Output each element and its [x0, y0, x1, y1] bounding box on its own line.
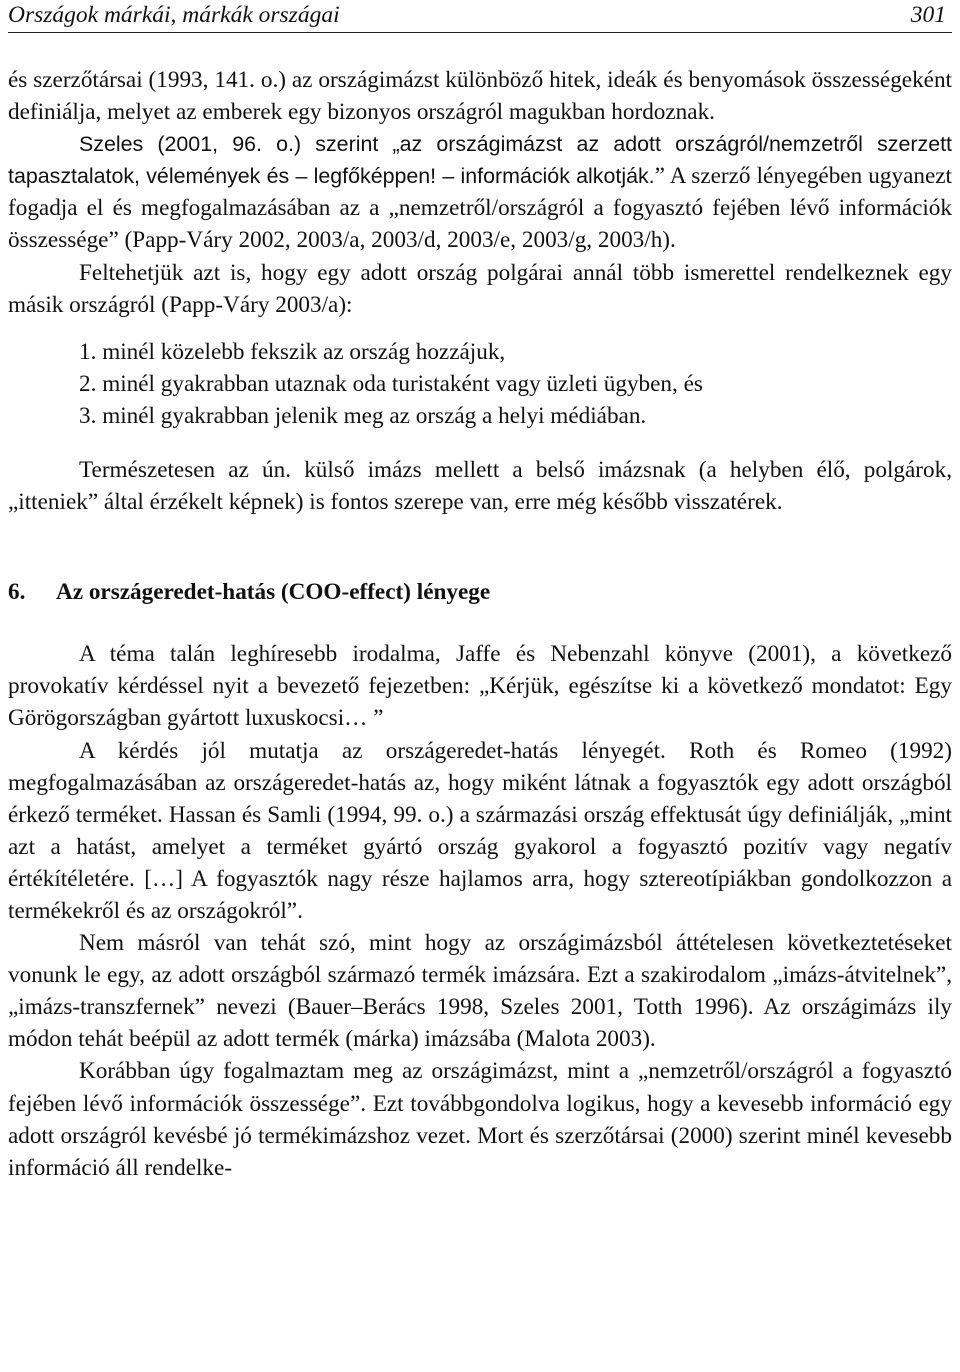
- paragraph-szeles: [8, 128, 952, 256]
- paragraph-jaffe: A téma talán leghíresebb irodalma, Jaffe és Nebenzahl könyve (2001), a következő provokatív kérdéssel nyit a bevezető fejezetben: „Kérjük, egészítse ki a következő mondatot: Egy Görögországban gyártott luxuskocsi… ”: [8, 641, 952, 732]
- numbered-list: [8, 336, 952, 432]
- page-body: [8, 64, 952, 1184]
- paragraph-roth-romeo: A kérdés jól mutatja az országeredet-hatás lényegét. Roth és Romeo (1992) megfogalmazásában az országeredet-hatás az, hogy miként látnak a fogyasztók egy adott országból érkező terméket. Hassan és Samli (1994, 99. o.) a származási ország effektusát úgy definiálják, „mint azt a hatást, amelyet a terméket gyártó ország gyakorol a fogyasztó pozitív vagy negatív értékítéletére. […] A fogyasztók nagy része hajlamos arra, hogy sztereotípiákban gondolkozzon a termékekről és az országokról”.: [8, 737, 952, 924]
- list-item: 3. minél gyakrabban jelenik meg az ország a helyi médiában.: [79, 402, 647, 429]
- paragraph-imazs-transzfer: Nem másról van tehát szó, mint hogy az országimázsból áttételesen következtetéseket vonunk le egy, az adott országból származó termék imázsára. Ezt a szakirodalom „imázs-átvitelnek”, „imázs-transzfernek” nevezi (Bauer–Berács 1998, Szeles 2001, Totth 1996). Az országimázs ily módon tehát beépül az adott termék (márka) imázsába (Malota 2003).: [8, 930, 952, 1053]
- paragraph-intro-list: Feltehetjük azt is, hogy egy adott ország polgárai annál több ismerettel rendelkeznek egy másik országról (Papp-Váry 2003/a):: [8, 259, 952, 318]
- page-number: 301: [910, 2, 946, 28]
- list-item: 2. minél gyakrabban utaznak oda turistaként vagy üzleti ügyben, és: [79, 370, 703, 397]
- header-rule: [8, 32, 952, 33]
- paragraph-szeles-rest: ” A szerző lényegében ugyanezt fogadja el és megfogalmazásában az a „nemzetről/országról a fogyasztó fejében lévő információk összessége” (Papp-Váry 2002, 2003/a, 2003/d, 2003/e, 2003/g, 2003/h).: [8, 163, 952, 254]
- paragraph-szeles-quote: Szeles (2001, 96. o.) szerint „az országimázst az adott országról/nemzetről szerzett tapasztalatok, vélemények és – legfőképpen! – információk alkotják.: [8, 132, 952, 189]
- running-title: Országok márkái, márkák országai: [8, 2, 340, 28]
- running-header: [8, 0, 952, 32]
- section-title: Az országeredet-hatás (COO-effect) lényege: [56, 579, 491, 606]
- section-heading: [8, 576, 952, 608]
- paragraph-korabban: Korábban úgy fogalmaztam meg az országimázst, mint a „nemzetről/országról a fogyasztó fejében lévő információk összessége”. Ezt továbbgondolva logikus, hogy a kevesebb információ egy adott országról kevésbé jó termékimázshoz vezet. Mort és szerzőtársai (2000) szerint minél kevesebb információ áll rendelke-: [8, 1058, 952, 1181]
- paragraph-belso-imazs: Természetesen az ún. külső imázs mellett a belső imázsnak (a helyben élő, polgárok, „itteniek” által érzékelt képnek) is fontos szerepe van, erre még később visszatérek.: [8, 457, 952, 516]
- list-item: 1. minél közelebb fekszik az ország hozzájuk,: [79, 338, 506, 365]
- section-number: 6.: [8, 579, 26, 606]
- paragraph-continued: és szerzőtársai (1993, 141. o.) az országimázst különböző hitek, ideák és benyomások összességeként definiálja, melyet az emberek egy bizonyos országról magukban hordoznak.: [8, 67, 952, 126]
